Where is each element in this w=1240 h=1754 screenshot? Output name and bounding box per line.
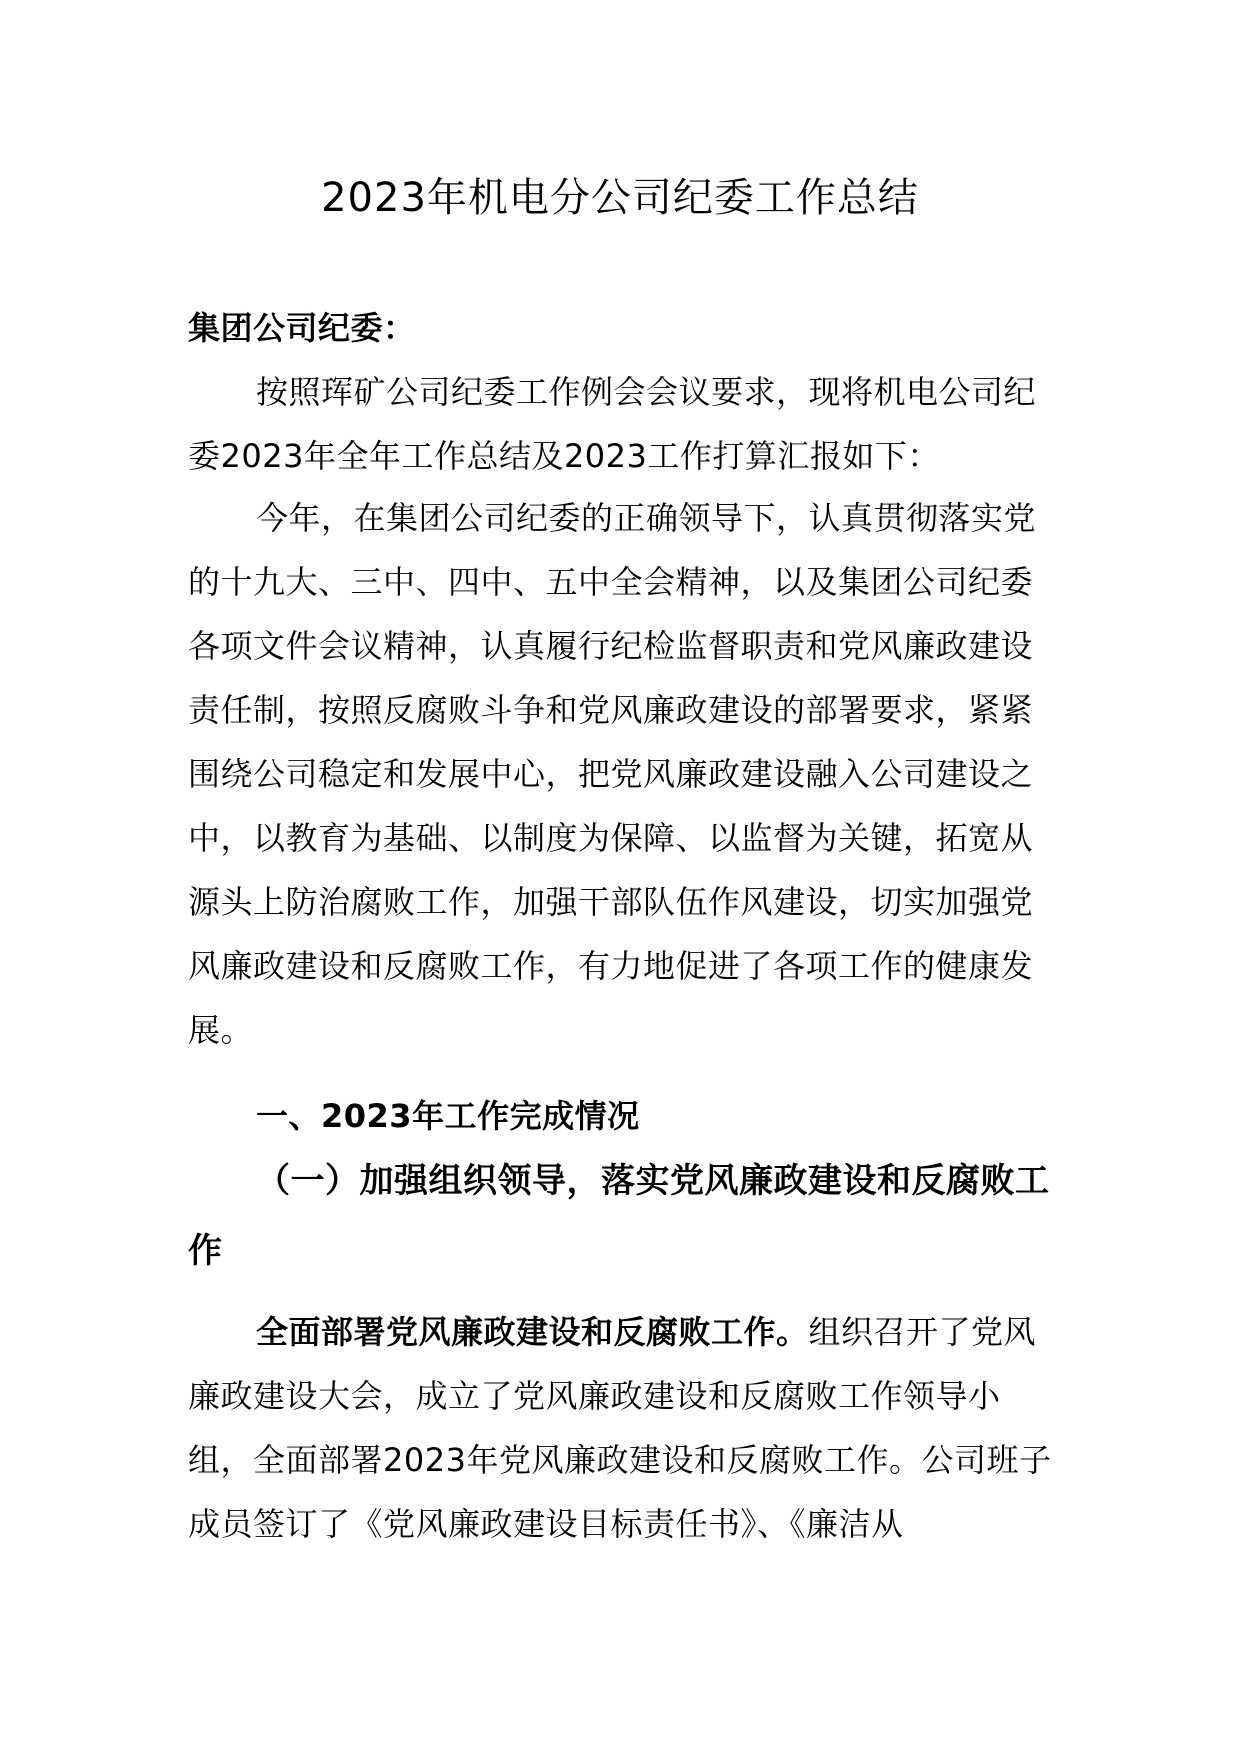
subsection-heading: （一）加强组织领导，落实党风廉政建设和反腐败工作 [188,1161,1050,1271]
document-title: 2023年机电分公司纪委工作总结 [321,175,919,221]
salutation: 集团公司纪委： [188,309,416,347]
paragraph-body: 组织召开了党风廉政建设大会，成立了党风廉政建设和反腐败工作领导小组，全面部署2023年党风廉政建设和反腐败工作。公司班子成员签订了《党风廉政建设目标责任书》、《廉洁从 [188,1313,1052,1543]
paragraph-intro: 按照珲矿公司纪委工作例会会议要求，现将机电公司纪委2023年全年工作总结及2023工作打算汇报如下： [188,373,1037,475]
section-heading: 一、2023年工作完成情况 [256,1097,640,1135]
paragraph-summary: 今年，在集团公司纪委的正确领导下，认真贯彻落实党的十九大、三中、四中、五中全会精神，以及集团公司纪委各项文件会议精神，认真履行纪检监督职责和党风廉政建设责任制，按照反腐败斗争和党风廉政建设的部署要求，紧紧围绕公司稳定和发展中心，把党风廉政建设融入公司建设之中，以教育为基础、以制度为保障、以监督为关键，拓宽从源头上防治腐败工作，加强干部队伍作风建设，切实加强党风廉政建设和反腐败工作，有力地促进了各项工作的健康发展。 [188,499,1037,1049]
paragraph-deployment [188,1300,1052,1556]
paragraph-lead: 全面部署党风廉政建设和反腐败工作。 [256,1313,809,1351]
